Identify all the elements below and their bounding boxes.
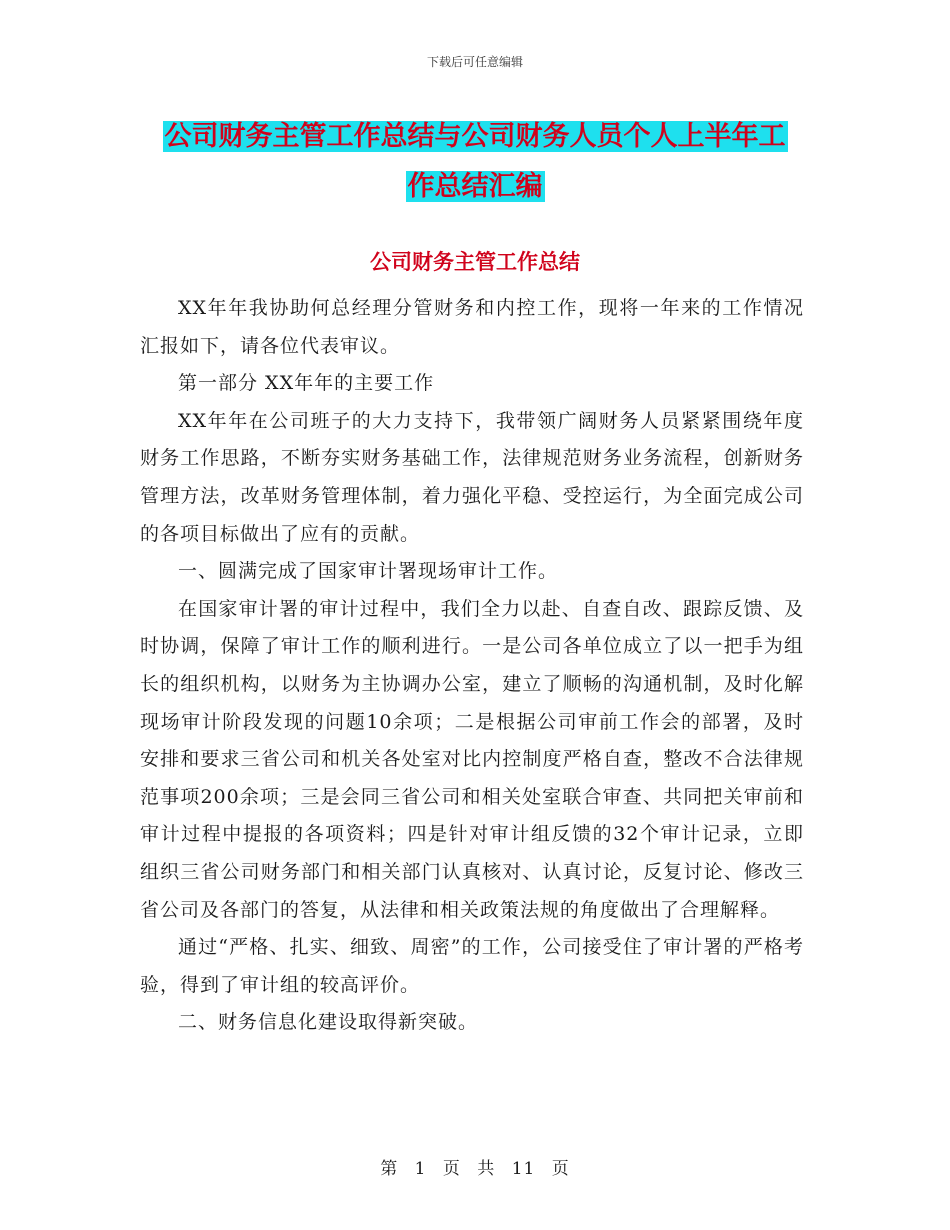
paragraph: 二、财务信息化建设取得新突破。 [178,1011,479,1034]
footer-word-ye: 页 [442,1159,461,1179]
footer-page-total: 11 [511,1159,536,1179]
footer-page-current: 1 [414,1159,427,1179]
footer-word-di: 第 [380,1159,399,1179]
paragraph: 第一部分 XX年年的主要工作 [178,372,435,395]
section-title: 公司财务主管工作总结 [370,250,580,274]
footer-word-gong: 共 [477,1159,496,1179]
document-body [140,290,804,1042]
document-title-line-2: 作总结汇编 [407,171,543,202]
paragraph: 在国家审计署的审计过程中，我们全力以赴、自查自改、跟踪反馈、及时协调，保障了审计工作的顺利进行。一是公司各单位成立了以一把手为组长的组织机构，以财务为主协调办公室，建立了顺畅的沟通机制，及时化解现场审计阶段发现的问题10余项；二是根据公司审前工作会的部署，及时安排和要求三省公司和机关各处室对比内控制度严格自查，整改不合法律规范事项200余项；三是会同三省公司和相关处室联合审查、共同把关审前和审计过程中提报的各项资料；四是针对审计组反馈的32个审计记录，立即组织三省公司财务部门和相关部门认真核对、认真讨论，反复讨论、修改三省公司及各部门的答复，从法律和相关政策法规的角度做出了合理解释。 [140,597,804,921]
paragraph: XX年年我协助何总经理分管财务和内控工作，现将一年来的工作情况汇报如下，请各位代表审议。 [140,297,804,357]
paragraph: 一、圆满完成了国家审计署现场审计工作。 [178,560,559,583]
paragraph: 通过“严格、扎实、细致、周密”的工作，公司接受住了审计署的严格考验，得到了审计组的较高评价。 [140,936,804,996]
header-note: 下载后可任意编辑 [426,55,523,69]
paragraph: XX年年在公司班子的大力支持下，我带领广阔财务人员紧紧围绕年度财务工作思路，不断夯实财务基础工作，法律规范财务业务流程，创新财务管理方法，改革财务管理体制，着力强化平稳、受控运行，为全面完成公司的各项目标做出了应有的贡献。 [140,409,804,545]
document-title [120,112,830,212]
page-footer [0,1154,950,1179]
footer-word-ye-end: 页 [551,1159,570,1179]
document-title-line-1: 公司财务主管工作总结与公司财务人员个人上半年工 [164,121,786,152]
